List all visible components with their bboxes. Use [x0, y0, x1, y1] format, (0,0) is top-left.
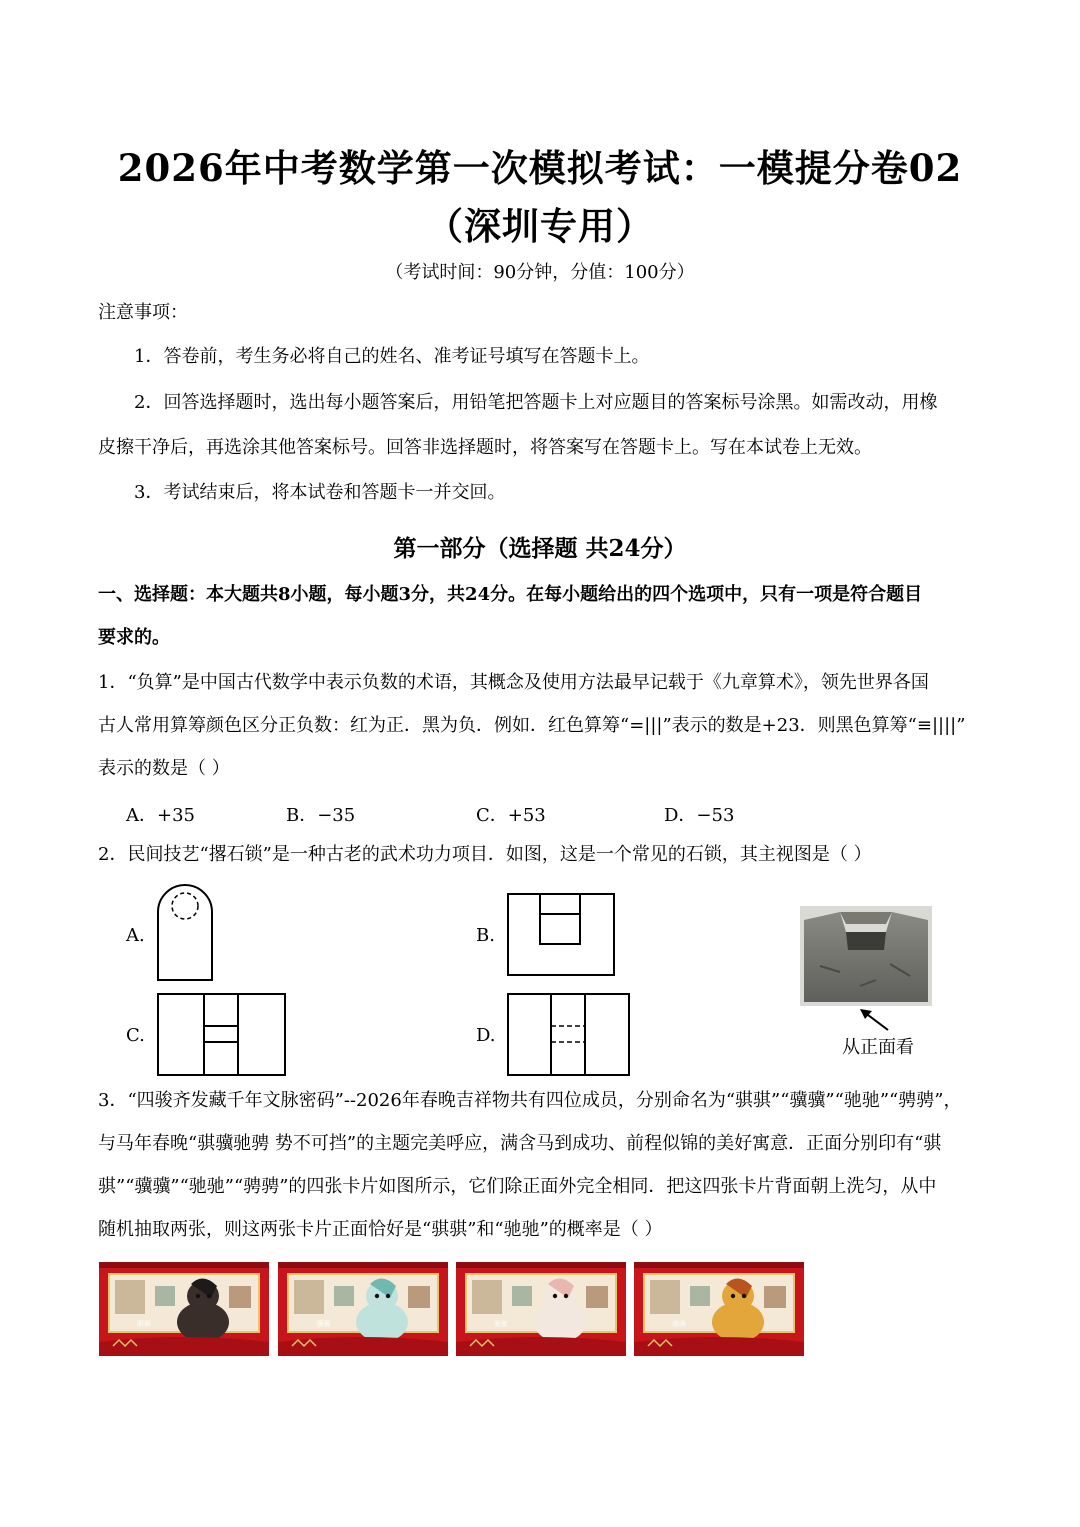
- q1-line3: 表示的数是（ ）: [98, 758, 230, 779]
- stone-lock-photo: [800, 906, 932, 1006]
- q2-option-d-figure: [506, 992, 631, 1077]
- q2-label-d: D.: [476, 1025, 496, 1046]
- mascot-card-1: [99, 1262, 269, 1356]
- notice-item-2-line2: 皮擦干净后，再选涂其他答案标号。回答非选择题时，将答案写在答题卡上。写在本试卷上无效。: [98, 437, 872, 458]
- q1-option-a: A．+35: [126, 805, 195, 826]
- part1-instruction-line2: 要求的。: [98, 627, 170, 648]
- q2-option-c-figure: [156, 992, 287, 1077]
- q1-option-d: D．−53: [664, 805, 735, 826]
- notice-item-1: 1．答卷前，考生务必将自己的姓名、准考证号填写在答题卡上。: [134, 346, 650, 367]
- q2-line1: 2．民间技艺“撂石锁”是一种古老的武术功力项目．如图，这是一个常见的石锁，其主视图是（ ）: [98, 844, 872, 865]
- mascot-card-label: 驰驰: [494, 1320, 508, 1328]
- q2-label-a: A.: [126, 925, 145, 946]
- title-line2: （深圳专用）: [426, 204, 654, 248]
- q3-line2: 与马年春晚“骐骥驰骋 势不可挡”的主题完美呼应，满含马到成功、前程似锦的美好寓意．正面分别印有“骐: [98, 1133, 942, 1154]
- q2-label-b: B.: [476, 925, 495, 946]
- mascot-card-label: 骥骥: [316, 1320, 330, 1328]
- q1-line1: 1．“负算”是中国古代数学中表示负数的术语，其概念及使用方法最早记载于《九章算术》，领先世界各国: [98, 672, 929, 693]
- mascot-card-label: 骋骋: [672, 1320, 686, 1328]
- mascot-card-2: [278, 1262, 448, 1356]
- q3-line4: 随机抽取两张，则这两张卡片正面恰好是“骐骐”和“驰驰”的概率是（ ）: [98, 1219, 663, 1240]
- photo-caption: 从正面看: [842, 1037, 914, 1058]
- part1-instruction-line1: 一、选择题：本大题共8小题，每小题3分，共24分。在每小题给出的四个选项中，只有一项是符合题目: [98, 584, 923, 605]
- q3-line1: 3．“四骏齐发藏千年文脉密码”--2026年春晚吉祥物共有四位成员，分别命名为“骐骐”“骥骥”“驰驰”“骋骋”，: [98, 1090, 962, 1111]
- notice-item-2-line1: 2．回答选择题时，选出每小题答案后，用铅笔把答题卡上对应题目的答案标号涂黑。如需改动，用橡: [134, 392, 938, 413]
- notice-item-3: 3．考试结束后，将本试卷和答题卡一并交回。: [134, 482, 506, 503]
- exam-info: （考试时间：90分钟，分值：100分）: [385, 262, 695, 283]
- mascot-card-4: [634, 1262, 804, 1356]
- q2-option-b-figure: [506, 892, 616, 977]
- q3-line3: 骐”“骥骥”“驰驰”“骋骋”的四张卡片如图所示，它们除正面外完全相同．把这四张卡片背面朝上洗匀，从中: [98, 1176, 937, 1197]
- q1-line2: 古人常用算筹颜色区分正负数：红为正．黑为负．例如．红色算筹“=|||”表示的数是+23．则黑色算筹“≡||||”: [98, 715, 966, 736]
- q2-option-a-figure: [156, 884, 216, 982]
- part1-title: 第一部分（选择题 共24分）: [393, 535, 687, 562]
- mascot-card-label: 骐骐: [137, 1320, 151, 1328]
- mascot-card-3: [456, 1262, 626, 1356]
- arrow-icon: [858, 1008, 894, 1034]
- notice-heading: 注意事项：: [98, 302, 188, 323]
- title-line1: 2026年中考数学第一次模拟考试：一模提分卷02: [117, 146, 963, 190]
- q2-label-c: C.: [126, 1025, 145, 1046]
- q1-option-b: B．−35: [286, 805, 356, 826]
- q1-option-c: C．+53: [476, 805, 546, 826]
